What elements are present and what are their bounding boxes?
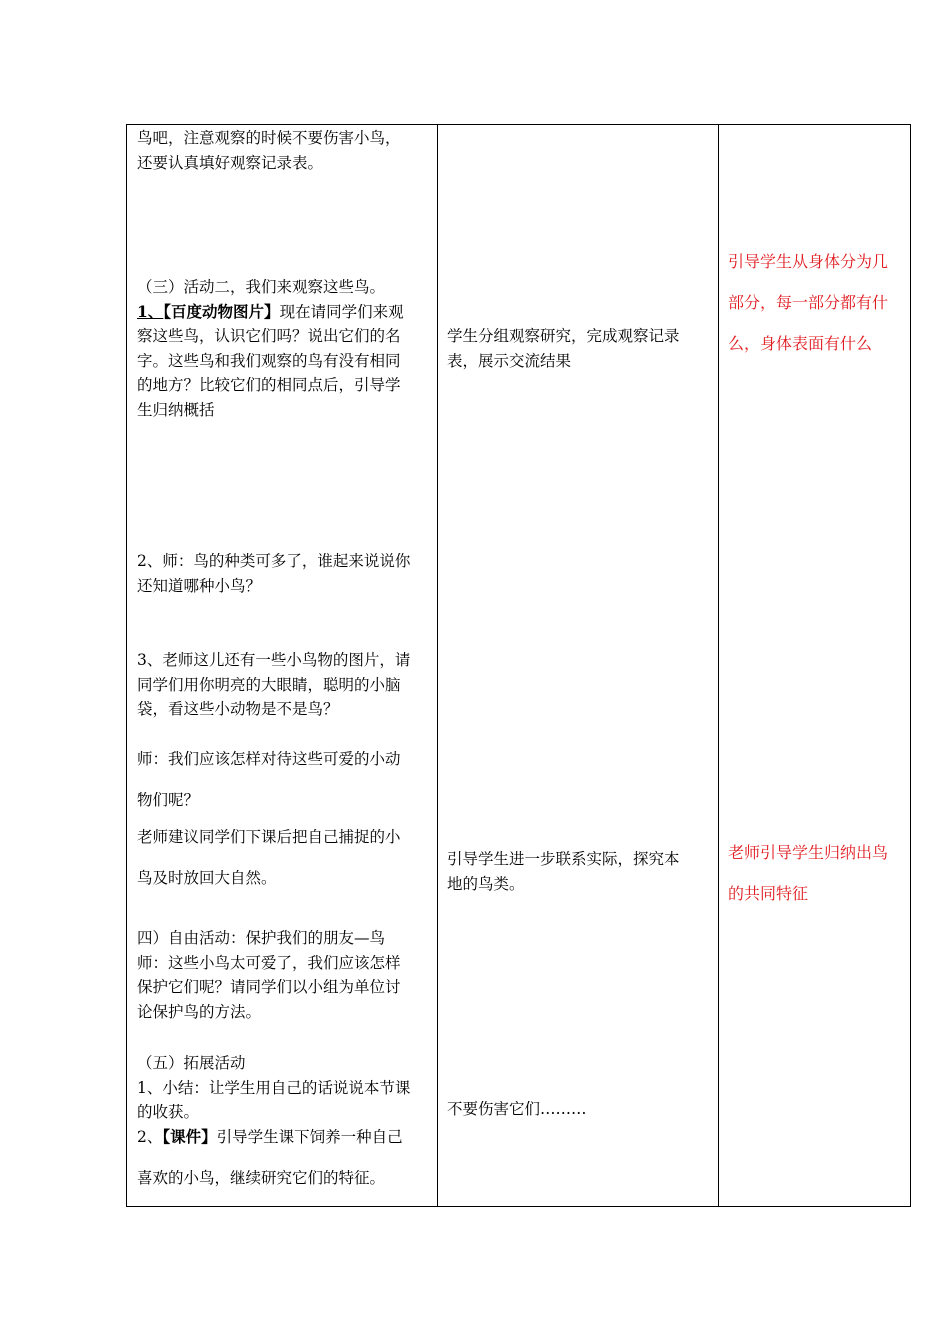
student-observe-text: 学生分组观察研究，完成观察记录 表，展示交流结果: [447, 327, 680, 370]
design-hint-body-parts: 引导学生从身体分为几 部分，每一部分都有什 么，身体表面有什么: [728, 252, 889, 353]
intro-text: 鸟吧，注意观察的时候不要伤害小鸟， 还要认真填好观察记录表。: [137, 129, 401, 172]
guide-explore-text: 引导学生进一步联系实际，探究本 地的鸟类。: [447, 850, 680, 893]
item3-text: 3、老师这儿还有一些小鸟物的图片，请 同学们用你明亮的大眼睛，聪明的小脑 袋，看这些小动物是不是鸟？: [137, 651, 411, 718]
courseware-line2: 喜欢的小鸟，继续研究它们的特征。: [137, 1169, 386, 1187]
teacher-question-line2: 物们呢？: [137, 791, 200, 809]
column-divider: [437, 125, 438, 1206]
column-divider: [718, 125, 719, 1206]
protect-text: 不要伤害它们………: [447, 1100, 587, 1118]
design-hint-common-features: 老师引导学生归纳出鸟 的共同特征: [728, 843, 889, 903]
activity4-section: 四）自由活动：保护我们的朋友—鸟 师：这些小鸟太可爱了，我们应该怎样 保护它们呢？请同学们以小组为单位讨 论保护鸟的方法。: [137, 929, 401, 1021]
activity2-title: （三）活动二，我们来观察这些鸟。: [137, 278, 386, 296]
teacher-suggest-line2: 鸟及时放回大自然。: [137, 869, 277, 887]
item1-first-line: 1、【百度动物图片】现在请同学们来观: [137, 301, 404, 321]
courseware-line: 2、【课件】引导学生课下饲养一种自己: [137, 1126, 403, 1146]
teacher-question-line1: 师：我们应该怎样对待这些可爱的小动: [137, 750, 401, 768]
activity2-section: （三）活动二，我们来观察这些鸟。 1、【百度动物图片】现在请同学们来观 察这些鸟，认识它们吗？说出它们的名 字。这些鸟和我们观察的鸟有没有相同 的地方？比较它们的相同点后，引导学 生归纳概括: [137, 275, 404, 422]
activity5-section: （五）拓展活动 1、小结：让学生用自己的话说说本节课 的收获。 2、【课件】引导学生课下饲养一种自己: [137, 1051, 410, 1149]
item2-text: 2、师：鸟的种类可多了，谁起来说说你 还知道哪种小鸟？: [137, 552, 411, 595]
teacher-suggest-line1: 老师建议同学们下课后把自己捕捉的小: [137, 828, 401, 846]
